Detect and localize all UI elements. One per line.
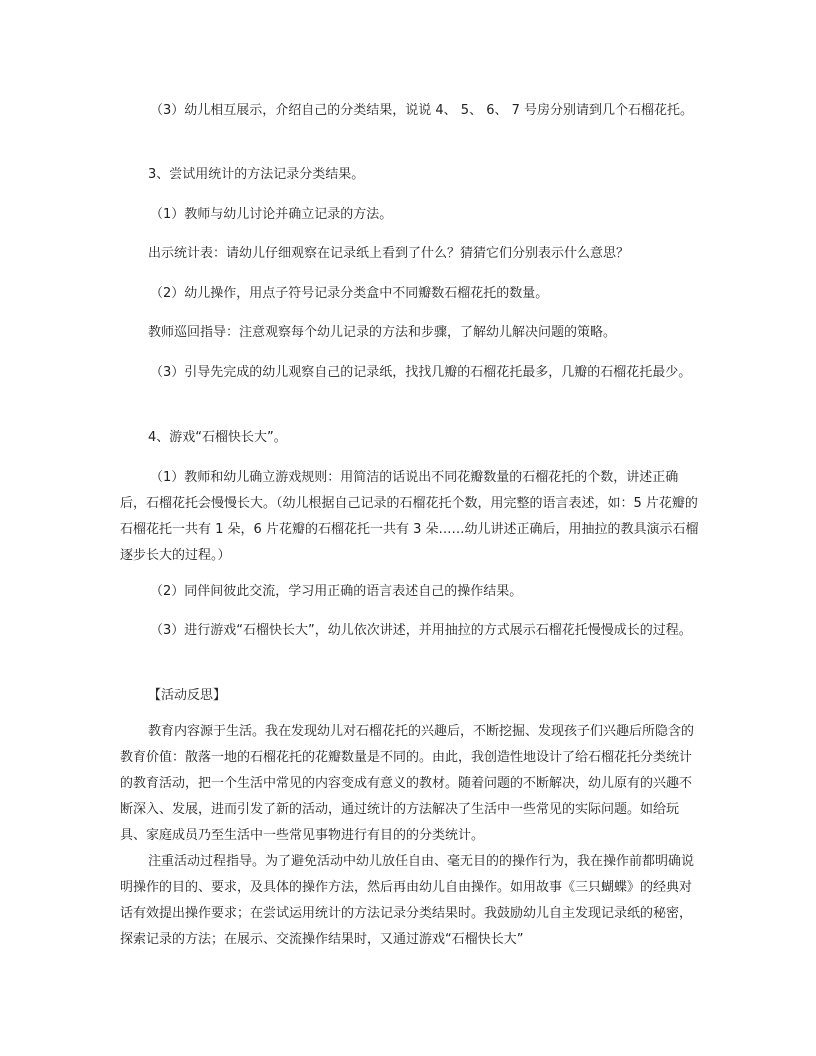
paragraph-10: （2）同伴间彼此交流，学习用正确的语言表述自己的操作结果。 (150, 584, 523, 599)
paragraph-2: 3、尝试用统计的方法记录分类结果。 (148, 167, 365, 182)
paragraph-12: 教育内容源于生活。我在发现幼儿对石榴花托的兴趣后，不断挖掘、发现孩子们兴趣后所隐含的教育价值：散落一地的石榴花托的花瓣数量是不同的。由此，我创造性地设计了给石榴花托分类统计的教育活动，把一个生活中常见的内容变成有意义的教材。随着问题的不断解决，幼儿原有的兴趣不断深入、发展，进而引发了新的活动，通过统计的方法解决了生活中一些常见的实际问题。如给玩具、家庭成员乃至生活中一些常见事物进行有目的的分类统计。 (120, 724, 695, 843)
paragraph-9: （1）教师和幼儿确立游戏规则：用简洁的话说出不同花瓣数量的石榴花托的个数，讲述正确后，石榴花托会慢慢长大。（幼儿根据自己记录的石榴花托个数，用完整的语言表述，如：5 片花瓣的石榴花托一共有 1 朵，6 片花瓣的石榴花托一共有 3 朵……幼儿讲述正确后，用抽拉的教具演示石榴逐步长大的过程。） (120, 470, 699, 563)
paragraph-8: 4、游戏“石榴快长大”。 (148, 430, 287, 445)
paragraph-13: 注重活动过程指导。为了避免活动中幼儿放任自由、毫无目的的操作行为，我在操作前都明确说明操作的目的、要求，及具体的操作方法，然后再由幼儿自由操作。如用故事《三只蝴蝶》的经典对话有效提出操作要求；在尝试运用统计的方法记录分类结果时。我鼓励幼儿自主发现记录纸的秘密，探索记录的方法；在展示、交流操作结果时，又通过游戏“石榴快长大” (120, 854, 695, 947)
paragraph-5: （2）幼儿操作，用点子符号记录分类盒中不同瓣数石榴花托的数量。 (150, 286, 549, 301)
paragraph-1: （3）幼儿相互展示，介绍自己的分类结果，说说 4、 5、 6、 7 号房分别请到几个石榴花托。 (150, 103, 694, 118)
paragraph-3: （1）教师与幼儿讨论并确立记录的方法。 (150, 207, 393, 222)
paragraph-7: （3）引导先完成的幼儿观察自己的记录纸，找找几瓣的石榴花托最多，几瓣的石榴花托最少。 (150, 365, 692, 380)
paragraph-11: （3）进行游戏“石榴快长大”，幼儿依次讲述，并用抽拉的方式展示石榴花托慢慢成长的过程。 (150, 623, 692, 638)
section-heading: 【活动反思】 (148, 688, 227, 703)
paragraph-6: 教师巡回指导：注意观察每个幼儿记录的方法和步骤，了解幼儿解决问题的策略。 (148, 325, 617, 340)
paragraph-4: 出示统计表：请幼儿仔细观察在记录纸上看到了什么？猜猜它们分别表示什么意思？ (148, 246, 630, 261)
